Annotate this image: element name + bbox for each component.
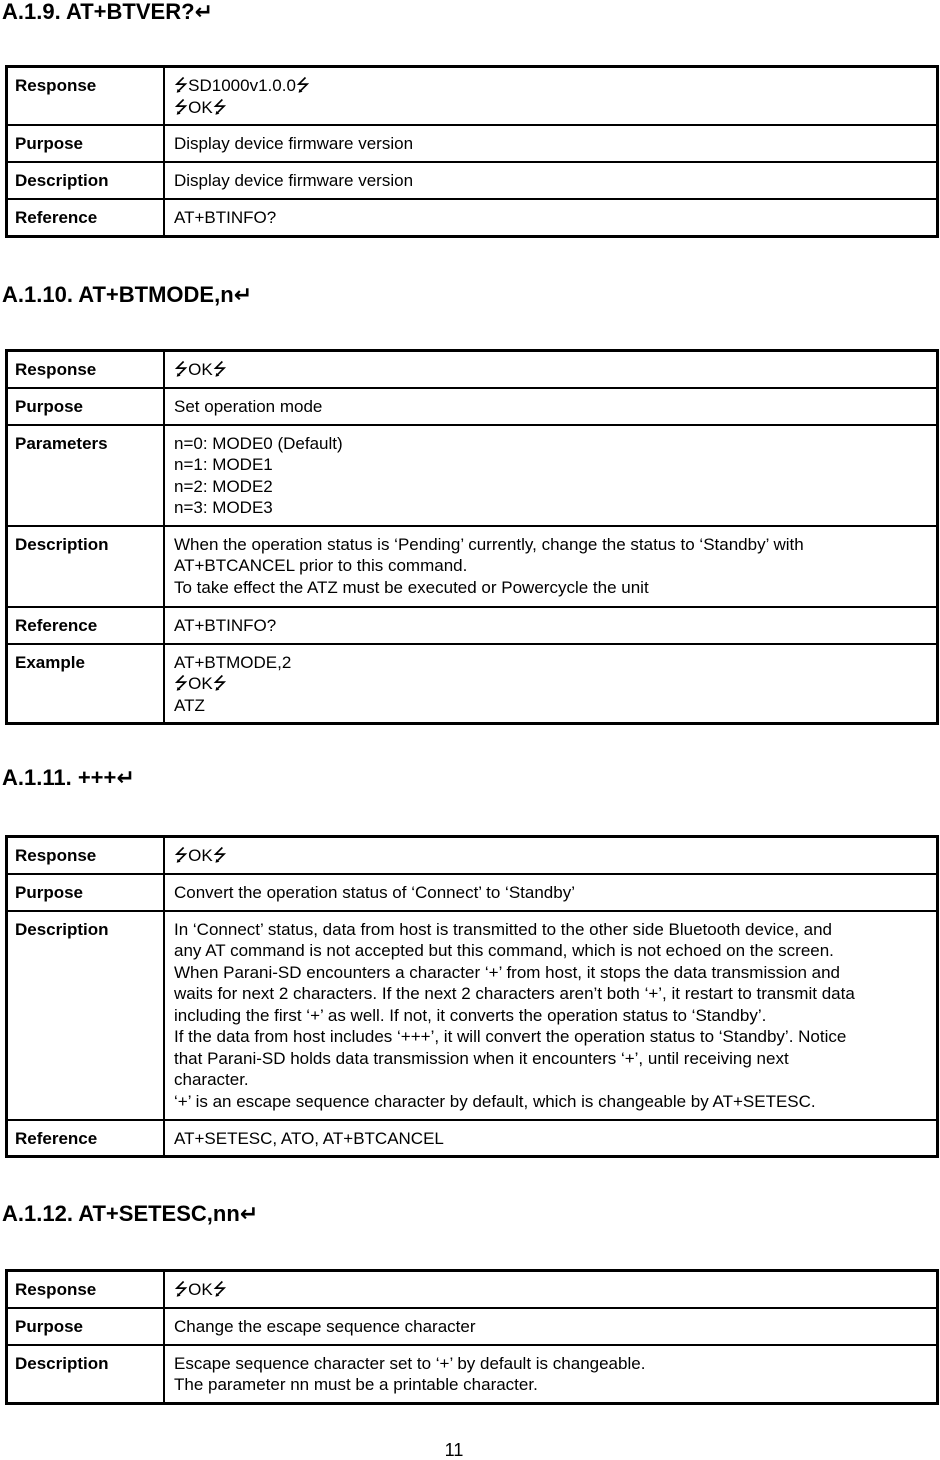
table-row — [7, 351, 938, 388]
table-row — [7, 837, 938, 874]
value-line: waits for next 2 characters. If the next 2 characters aren’t both ‘+’, it restart to transmit data — [174, 984, 855, 1003]
row-value — [164, 67, 938, 126]
table-row — [7, 1345, 938, 1404]
row-value — [164, 911, 938, 1120]
table-row — [7, 162, 938, 199]
table-row — [7, 199, 938, 236]
row-value — [164, 1120, 938, 1157]
value-line: n=1: MODE1 — [174, 455, 273, 474]
row-label: Purpose — [7, 874, 165, 911]
value-line: ⭍OK⭍ — [174, 360, 227, 379]
value-line: AT+BTINFO? — [174, 208, 277, 227]
row-value — [164, 425, 938, 526]
value-line: ⭍OK⭍ — [174, 674, 227, 693]
page-number: 11 — [444, 1440, 464, 1460]
value-line: Change the escape sequence character — [174, 1316, 476, 1336]
command-table — [5, 65, 939, 238]
value-line: When the operation status is ‘Pending’ currently, change the status to ‘Standby’ with — [174, 534, 804, 554]
row-value — [164, 351, 938, 388]
row-label: Description — [7, 911, 165, 1120]
row-value — [164, 388, 938, 425]
row-label: Example — [7, 644, 165, 724]
value-line: AT+BTCANCEL prior to this command. — [174, 556, 468, 575]
value-line: n=3: MODE3 — [174, 498, 273, 517]
row-label: Parameters — [7, 425, 165, 526]
value-line: ATZ — [174, 695, 205, 715]
row-label: Purpose — [7, 1308, 165, 1345]
table-row — [7, 1308, 938, 1345]
table-row — [7, 1271, 938, 1308]
value-line: Display device firmware version — [174, 171, 414, 190]
value-line: character. — [174, 1070, 249, 1089]
value-line: n=0: MODE0 (Default) — [174, 433, 343, 453]
row-value — [164, 1345, 938, 1404]
row-value — [164, 125, 938, 162]
value-line: any AT command is not accepted but this command, which is not echoed on the screen. — [174, 941, 834, 960]
table-row — [7, 644, 938, 724]
table-row — [7, 388, 938, 425]
command-table — [5, 835, 939, 1158]
section-heading: A.1.11. +++↵ — [2, 765, 135, 790]
row-value — [164, 1308, 938, 1345]
table-row — [7, 425, 938, 526]
value-line: ⭍OK⭍ — [174, 846, 227, 865]
value-line: Set operation mode — [174, 396, 323, 416]
table-row — [7, 526, 938, 607]
value-line: AT+BTMODE,2 — [174, 652, 292, 672]
section-heading: A.1.12. AT+SETESC,nn↵ — [2, 1201, 259, 1226]
row-value — [164, 607, 938, 644]
value-line: Convert the operation status of ‘Connect’ to ‘Standby’ — [174, 882, 575, 902]
command-table — [5, 1269, 939, 1405]
value-line: including the first ‘+’ as well. If not, it converts the operation status to ‘Standby’. — [174, 1005, 767, 1025]
row-value — [164, 837, 938, 874]
value-line: Escape sequence character set to ‘+’ by default is changeable. — [174, 1353, 646, 1373]
value-line: If the data from host includes ‘+++’, it will convert the operation status to ‘Standby’. Notice — [174, 1027, 847, 1046]
value-line: When Parani-SD encounters a character ‘+’ from host, it stops the data transmission and — [174, 962, 840, 982]
row-value — [164, 1271, 938, 1308]
row-label: Response — [7, 351, 165, 388]
value-line: To take effect the ATZ must be executed or Powercycle the unit — [174, 577, 649, 597]
table-row — [7, 874, 938, 911]
row-value — [164, 644, 938, 724]
table-row — [7, 607, 938, 644]
row-label: Reference — [7, 607, 165, 644]
table-row — [7, 125, 938, 162]
table-row — [7, 67, 938, 126]
table-row — [7, 1120, 938, 1157]
value-line: AT+SETESC, ATO, AT+BTCANCEL — [174, 1128, 444, 1148]
command-table — [5, 349, 939, 725]
value-line: ⭍SD1000v1.0.0⭍ — [174, 76, 311, 95]
section-heading: A.1.10. AT+BTMODE,n↵ — [2, 282, 253, 307]
value-line: Display device firmware version — [174, 134, 414, 153]
value-line: n=2: MODE2 — [174, 476, 273, 496]
row-label: Purpose — [7, 125, 165, 162]
value-line: that Parani-SD holds data transmission when it encounters ‘+’, until receiving next — [174, 1048, 789, 1068]
row-value — [164, 526, 938, 607]
row-label: Response — [7, 67, 165, 126]
table-row — [7, 911, 938, 1120]
row-label: Response — [7, 837, 165, 874]
row-label: Description — [7, 162, 165, 199]
row-value — [164, 874, 938, 911]
row-value — [164, 162, 938, 199]
value-line: The parameter nn must be a printable character. — [174, 1375, 538, 1394]
value-line: ⭍OK⭍ — [174, 1280, 227, 1299]
row-label: Response — [7, 1271, 165, 1308]
section-heading: A.1.9. AT+BTVER?↵ — [2, 0, 213, 24]
row-value — [164, 199, 938, 236]
row-label: Purpose — [7, 388, 165, 425]
value-line: AT+BTINFO? — [174, 615, 277, 635]
row-label: Description — [7, 1345, 165, 1404]
value-line: ⭍OK⭍ — [174, 97, 227, 117]
row-label: Reference — [7, 199, 165, 236]
value-line: In ‘Connect’ status, data from host is transmitted to the other side Bluetooth device, and — [174, 919, 833, 939]
row-label: Reference — [7, 1120, 165, 1157]
value-line: ‘+’ is an escape sequence character by default, which is changeable by AT+SETESC. — [174, 1091, 816, 1111]
row-label: Description — [7, 526, 165, 607]
